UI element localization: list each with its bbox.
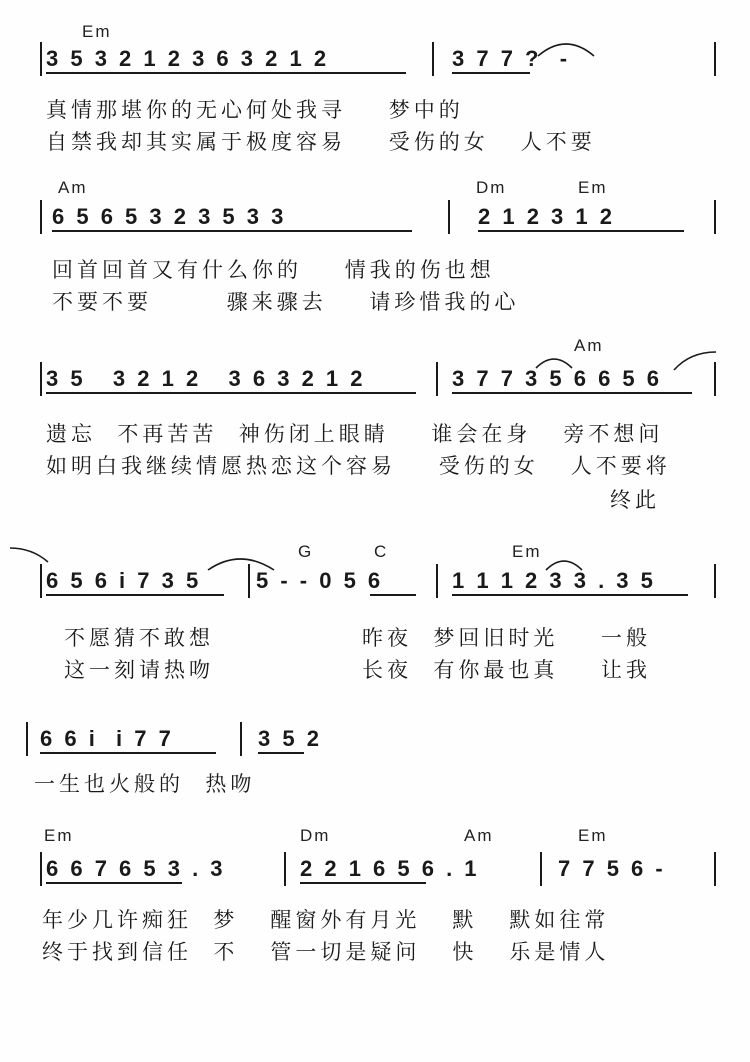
lyric-6-2: 终于找到信任 不 管一切是疑问 快 乐是情人 (42, 940, 610, 964)
beam (370, 594, 416, 596)
measure-6-2: 2 2 1 6 5 6 . 1 (300, 856, 480, 881)
barline (40, 852, 42, 886)
beam (46, 72, 406, 74)
measure-3-1: 3 5 3 2 1 2 3 6 3 2 1 2 (46, 366, 366, 391)
barline (540, 852, 542, 886)
barline (240, 722, 242, 756)
chord-am-2: Am (574, 336, 604, 355)
measure-2-1: 6 5 6 5 3 2 3 5 3 3 (52, 204, 287, 229)
chord-am-1: Am (58, 178, 88, 197)
measure-3-2: 3 7 7 3 5 6 6 5 6 (452, 366, 663, 391)
barline (436, 564, 438, 598)
tie (10, 546, 50, 564)
measure-5-2: 3 5 2 (258, 726, 322, 751)
measure-4-1: 6 5 6 i 7 3 5 (46, 568, 202, 593)
lyric-3-1: 遗忘 不再苦苦 神伤闭上眼睛 谁会在身 旁不想问 (46, 422, 664, 446)
barline (714, 852, 716, 886)
measure-4-3: 1 1 1 2 3 3 . 3 5 (452, 568, 656, 593)
barline (432, 42, 434, 76)
barline (436, 362, 438, 396)
chord-c: C (374, 542, 389, 561)
lyric-4-1a: 不愿猜不敢想 (64, 626, 214, 650)
beam (258, 752, 304, 754)
barline (714, 200, 716, 234)
beam (452, 72, 530, 74)
chord-em-5: Em (578, 826, 608, 845)
barline (714, 42, 716, 76)
barline (40, 42, 42, 76)
barline (448, 200, 450, 234)
beam (52, 230, 412, 232)
slur (544, 556, 584, 572)
barline (40, 200, 42, 234)
lyric-4-2b: 长夜 有你最也真 让我 (362, 658, 652, 682)
tie (672, 350, 716, 372)
lyric-3-3: 终此 (610, 488, 660, 512)
barline (248, 564, 250, 598)
measure-5-1: 6 6 i i 7 7 (40, 726, 174, 751)
chord-em-1: Em (82, 22, 112, 41)
barline (714, 564, 716, 598)
beam (300, 882, 426, 884)
barline (40, 362, 42, 396)
lyric-1-2: 自禁我却其实属于极度容易 受伤的女 人不要 (46, 130, 596, 154)
barline (714, 362, 716, 396)
slur (536, 38, 596, 58)
lyric-2-1: 回首回首又有什么你的 情我的伤也想 (52, 258, 495, 282)
beam (452, 392, 692, 394)
lyric-5-1: 一生也火般的 热吻 (34, 772, 256, 796)
lyric-2-2: 不要不要 骤来骤去 请珍惜我的心 (52, 290, 520, 314)
measure-1-2: 3 7 7 ? - (452, 46, 571, 71)
lyric-4-2a: 这一刻请热吻 (64, 658, 214, 682)
beam (46, 882, 182, 884)
chord-em-2: Em (578, 178, 608, 197)
chord-dm-1: Dm (476, 178, 507, 197)
lyric-1-1: 真情那堪你的无心何处我寻 梦中的 (46, 98, 464, 122)
measure-6-1: 6 6 7 6 5 3 . 3 (46, 856, 226, 881)
measure-1-1: 3 5 3 2 1 2 3 6 3 2 1 2 (46, 46, 330, 71)
beam (46, 392, 416, 394)
lyric-3-2: 如明白我继续情愿热恋这个容易 受伤的女 人不要将 (46, 454, 671, 478)
lyric-4-1b: 昨夜 梦回旧时光 一般 (362, 626, 652, 650)
chord-am-3: Am (464, 826, 494, 845)
beam (452, 594, 688, 596)
beam (478, 230, 684, 232)
chord-g: G (298, 542, 314, 561)
chord-em-3: Em (512, 542, 542, 561)
measure-2-2: 2 1 2 3 1 2 (478, 204, 615, 229)
barline (40, 564, 42, 598)
barline (26, 722, 28, 756)
lyric-6-1: 年少几许痴狂 梦 醒窗外有月光 默 默如往常 (42, 908, 610, 932)
barline (284, 852, 286, 886)
measure-6-3: 7 7 5 6 - (558, 856, 666, 881)
chord-dm-2: Dm (300, 826, 331, 845)
beam (40, 752, 216, 754)
measure-4-2: 5 - - 0 5 6 (256, 568, 384, 593)
chord-em-4: Em (44, 826, 74, 845)
beam (46, 594, 224, 596)
